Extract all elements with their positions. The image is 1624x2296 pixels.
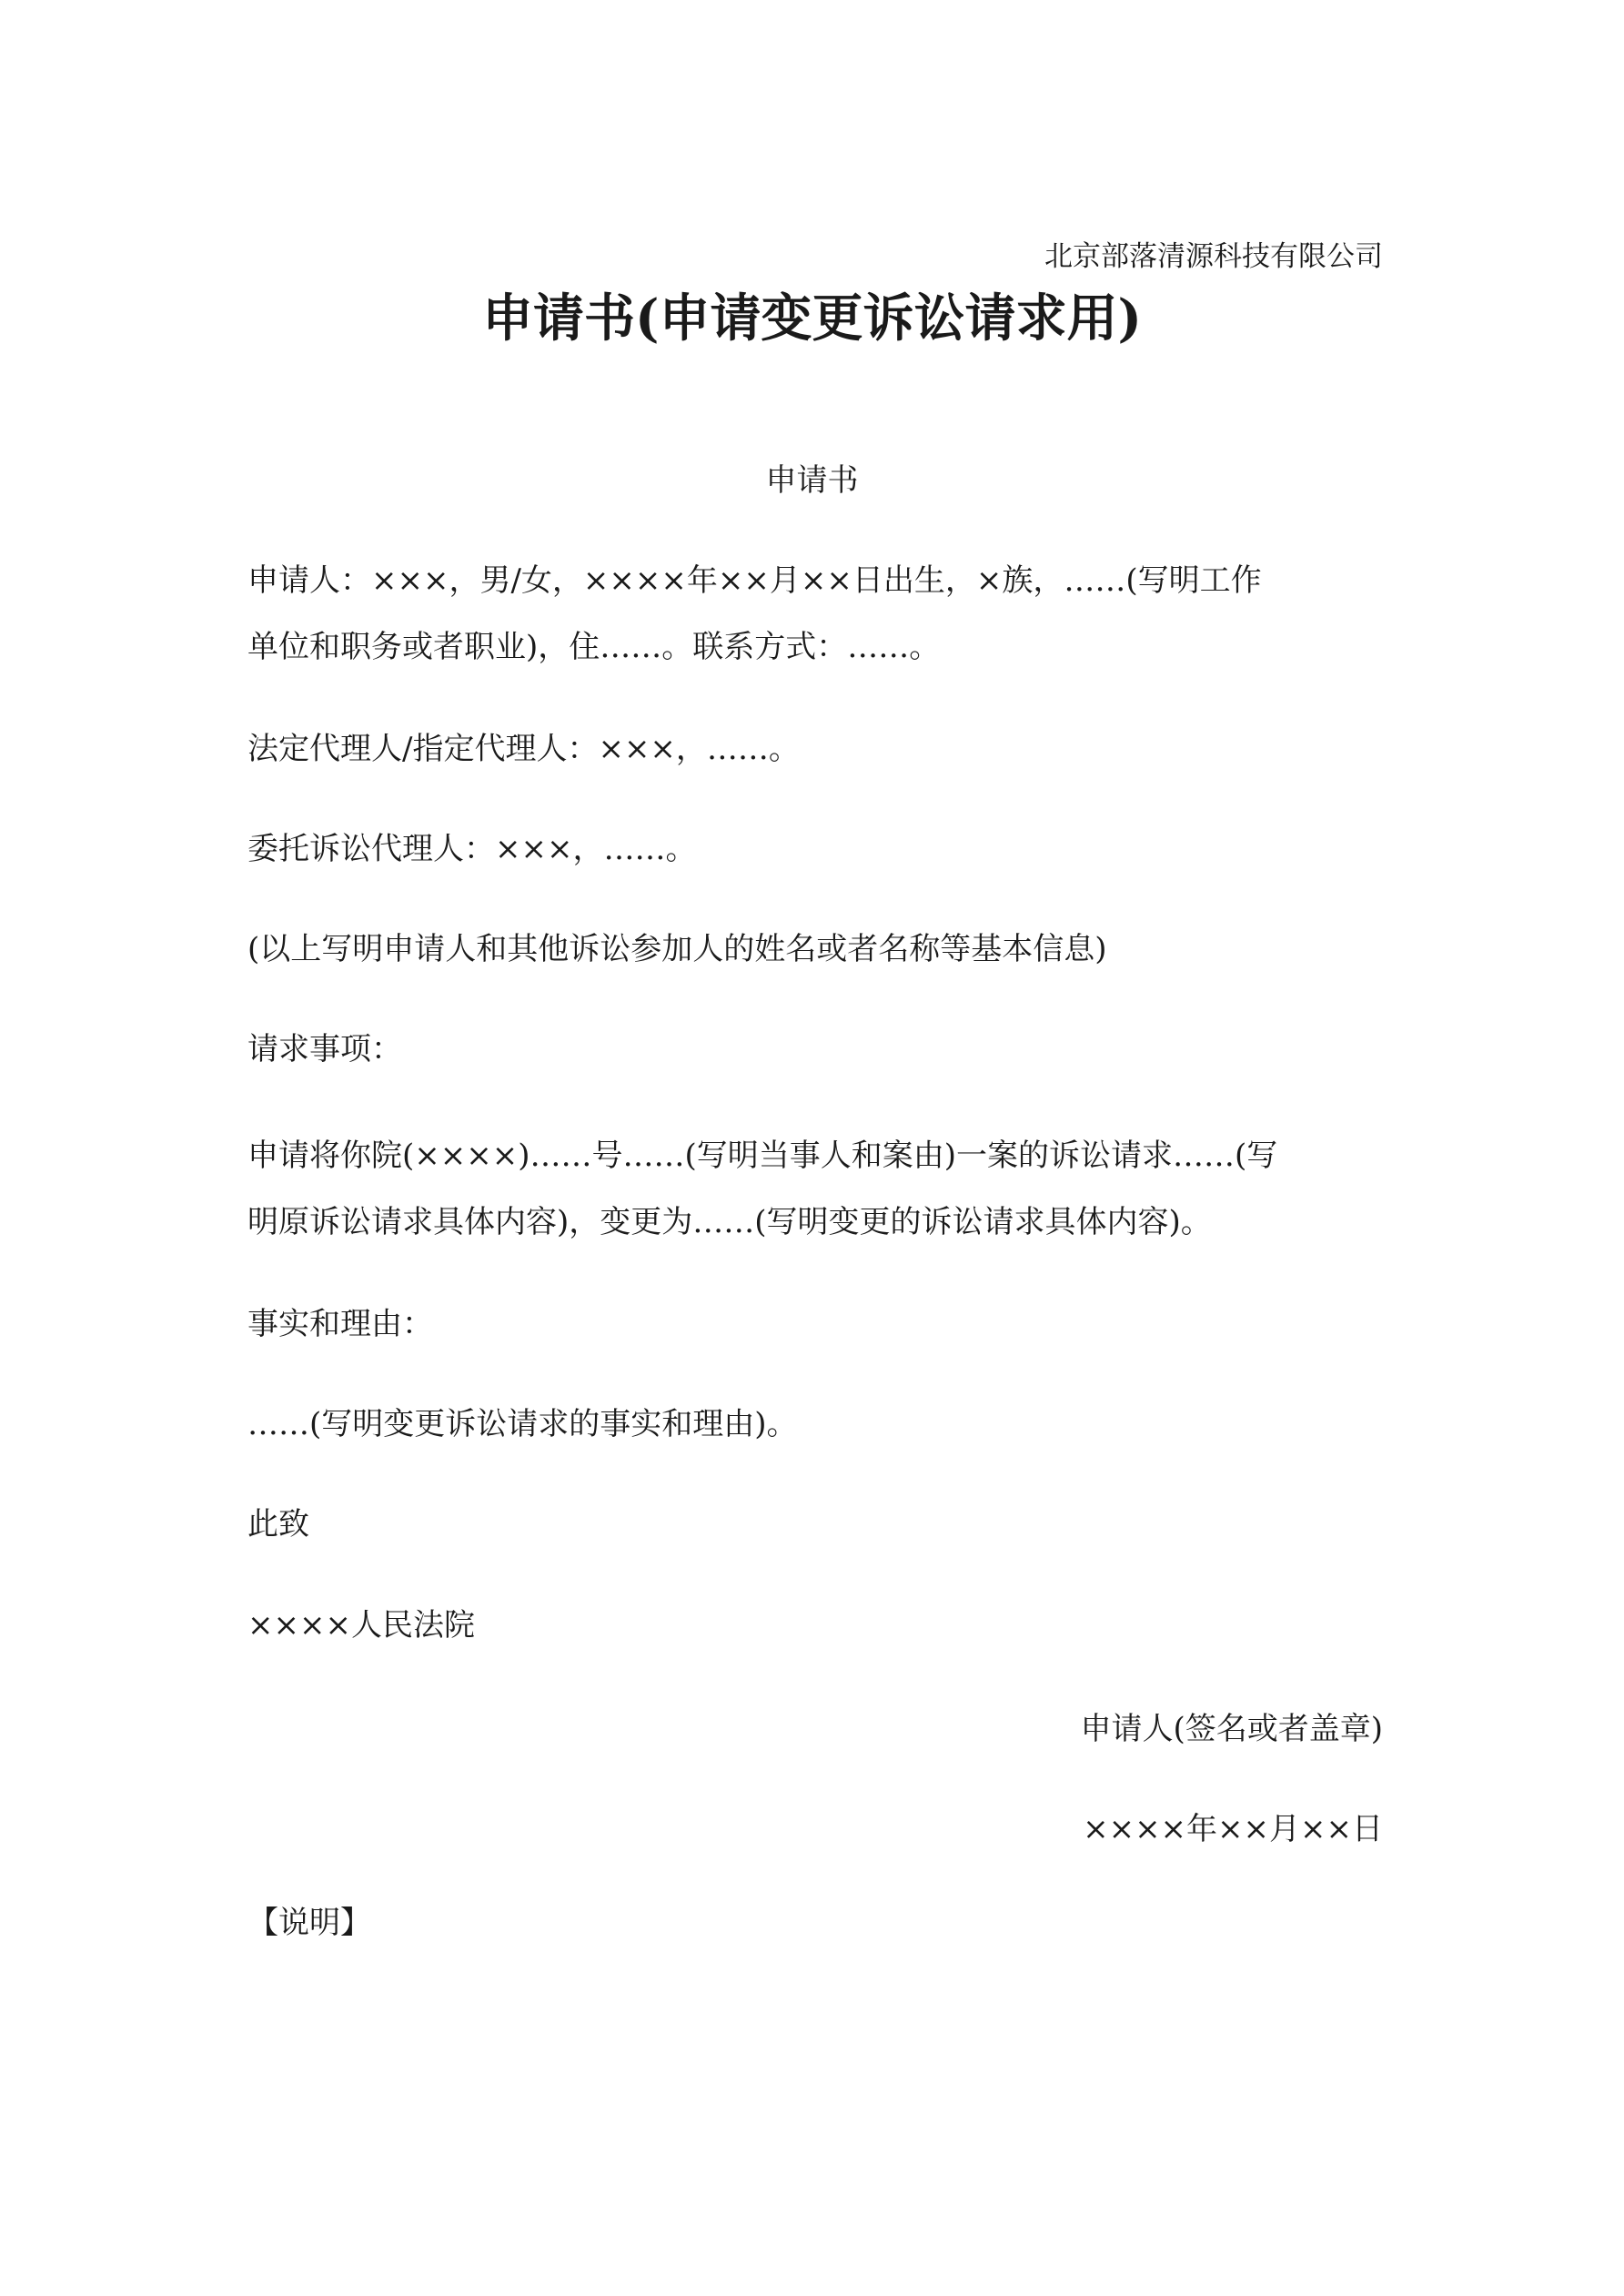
request-line-1: 申请将你院(××××)……号……(写明当事人和案由)一案的诉讼请求……(写	[247, 1138, 1278, 1174]
document-subtitle: 申请书	[765, 462, 859, 499]
date-line: ××××年××月××日	[1083, 1811, 1383, 1847]
request-line-2: 明原诉讼请求具体内容)，变更为……(写明变更的诉讼请求具体内容)。	[247, 1204, 1212, 1240]
applicant-line-1: 申请人：×××，男/女，××××年××月××日出生，×族，……(写明工作	[247, 562, 1262, 599]
facts-paragraph: ……(写明变更诉讼请求的事实和理由)。	[247, 1406, 798, 1442]
notes-heading: 【说明】	[247, 1905, 371, 1941]
signature-line: 申请人(签名或者盖章)	[1080, 1711, 1383, 1747]
document-title: 申请书(申请变更诉讼请求用)	[482, 288, 1142, 349]
salutation: 此致	[247, 1506, 309, 1542]
entrusted-agent-paragraph: 委托诉讼代理人：×××，……。	[247, 831, 697, 867]
applicant-line-2: 单位和职务或者职业)，住……。联系方式：……。	[247, 629, 941, 665]
legal-agent-paragraph: 法定代理人/指定代理人：×××，……。	[247, 731, 800, 767]
request-paragraph	[247, 1123, 1381, 1256]
company-name: 北京部落清源科技有限公司	[1044, 240, 1383, 273]
facts-heading: 事实和理由：	[247, 1306, 433, 1342]
parties-note-paragraph: (以上写明申请人和其他诉讼参加人的姓名或者名称等基本信息)	[247, 931, 1107, 967]
court-name: ××××人民法院	[247, 1607, 475, 1644]
request-heading: 请求事项：	[247, 1031, 402, 1067]
applicant-paragraph	[247, 548, 1381, 681]
